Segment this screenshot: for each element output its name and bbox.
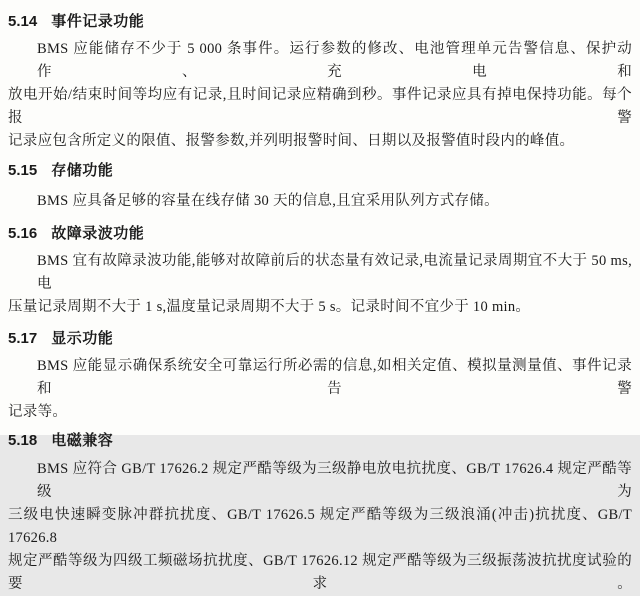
section-5-14 [8,12,632,153]
section-heading [8,161,632,181]
paragraph-line: BMS 应能储存不少于 5 000 条事件。运行参数的修改、电池管理单元告警信息、保护动作、充电和 [37,41,632,80]
section-heading [8,224,632,244]
section-paragraph [8,38,632,153]
section-paragraph [8,355,632,424]
paragraph-line: BMS 宜有故障录波功能,能够对故障前后的状态量有效记录,电流量记录周期宜不大于 50 ms,电 [37,253,632,292]
paragraph-line: BMS 应具备足够的容量在线存储 30 天的信息,且宜采用队列方式存储。 [37,193,499,209]
section-heading [8,329,632,349]
section-number: 5.18 [8,432,38,449]
section-heading [8,12,632,32]
section-number: 5.17 [8,330,38,347]
section-paragraph [8,190,632,213]
paragraph-line: 规定严酷等级为四级工频磁场抗扰度、GB/T 17626.12 规定严酷等级为三级振荡波抗扰度试验的要求。 [8,553,632,592]
section-number: 5.15 [8,162,38,179]
paragraph-line: BMS 应能显示确保系统安全可靠运行所必需的信息,如相关定值、模拟量测量值、事件记录和告警 [37,358,632,397]
paragraph-line: BMS 应符合 GB/T 17626.2 规定严酷等级为三级静电放电抗扰度、GB/T 17626.4 规定严酷等级为 [37,461,632,500]
section-title: 存储功能 [51,162,114,179]
paragraph-line: 三级电快速瞬变脉冲群抗扰度、GB/T 17626.5 规定严酷等级为三级浪涌(冲击)抗扰度、GB/T 17626.8 [8,507,632,546]
section-title: 故障录波功能 [51,225,145,242]
section-5-15 [8,161,632,213]
section-number: 5.16 [8,225,38,242]
section-title: 显示功能 [51,330,114,347]
paragraph-line: 压量记录周期不大于 1 s,温度量记录周期不大于 5 s。记录时间不宜少于 10 min。 [8,299,531,315]
section-paragraph [8,250,632,319]
section-title: 事件记录功能 [51,13,145,30]
section-5-18 [8,431,632,596]
section-5-16 [8,224,632,319]
section-paragraph [8,458,632,596]
section-heading [8,431,632,451]
paragraph-line: 记录应包含所定义的限值、报警参数,并列明报警时间、日期以及报警值时段内的峰值。 [8,133,575,149]
paragraph-line: 放电开始/结束时间等均应有记录,且时间记录应精确到秒。事件记录应具有掉电保持功能。每个报警 [8,87,632,126]
section-number: 5.14 [8,13,38,30]
section-title: 电磁兼容 [51,432,114,449]
section-5-17 [8,329,632,424]
paragraph-line: 记录等。 [8,404,68,420]
